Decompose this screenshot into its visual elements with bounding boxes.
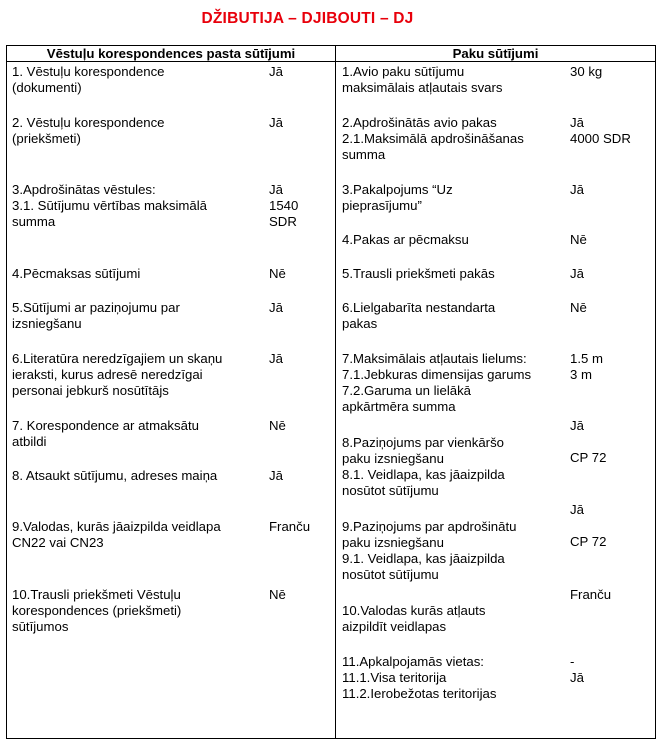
left-value-5: Jā	[269, 300, 283, 315]
right-item-5: 5.Trausli priekšmeti pakās	[342, 266, 495, 281]
left-item-10: 10.Trausli priekšmeti Vēstuļu korespondences (priekšmeti) sūtījumos	[12, 587, 182, 634]
right-item-8: 8.Paziņojums par vienkāršo paku izsniegšanu 8.1. Veidlapa, kas jāaizpilda nosūtot sūtījumu	[342, 435, 505, 498]
left-value-6: Jā	[269, 351, 283, 366]
right-item-1: 1.Avio paku sūtījumu maksimālais atļautais svars	[342, 64, 503, 95]
header-parcels: Paku sūtījumi	[452, 46, 539, 61]
page-title-text: DŽIBUTIJA – DJIBOUTI – DJ	[201, 10, 414, 27]
right-value-9: Jā CP 72	[570, 502, 607, 549]
page-title	[0, 10, 663, 28]
left-value-1: Jā	[269, 64, 283, 79]
left-item-2: 2. Vēstuļu korespondence (priekšmeti)	[12, 115, 165, 146]
right-value-2: Jā 4000 SDR	[570, 115, 631, 146]
left-item-3: 3.Apdrošinātas vēstules: 3.1. Sūtījumu vērtības maksimālā summa	[12, 182, 207, 229]
right-item-3: 3.Pakalpojums “Uz pieprasījumu”	[342, 182, 453, 213]
left-item-8: 8. Atsaukt sūtījumu, adreses maiņa	[12, 468, 218, 483]
left-item-1: 1. Vēstuļu korespondence (dokumenti)	[12, 64, 165, 95]
right-value-7: 1.5 m 3 m	[570, 351, 603, 382]
left-value-10: Nē	[269, 587, 286, 602]
left-item-6: 6.Literatūra neredzīgajiem un skaņu ieraksti, kurus adresē neredzīgai personai jebkurš nosūtītājs	[12, 351, 223, 398]
left-value-4: Nē	[269, 266, 286, 281]
right-item-9: 9.Paziņojums par apdrošinātu paku izsniegšanu 9.1. Veidlapa, kas jāaizpilda nosūtot sūtījumu	[342, 519, 517, 582]
right-value-8: Jā CP 72	[570, 418, 607, 465]
right-item-2: 2.Apdrošinātās avio pakas 2.1.Maksimālā apdrošināšanas summa	[342, 115, 524, 162]
header-letter-mail: Vēstuļu korespondences pasta sūtījumi	[46, 46, 296, 61]
right-item-4: 4.Pakas ar pēcmaksu	[342, 232, 469, 247]
right-value-3: Jā	[570, 182, 584, 197]
left-value-7: Nē	[269, 418, 286, 433]
right-value-4: Nē	[570, 232, 587, 247]
services-table	[6, 45, 656, 739]
left-item-7: 7. Korespondence ar atmaksātu atbildi	[12, 418, 199, 449]
left-item-4: 4.Pēcmaksas sūtījumi	[12, 266, 141, 281]
right-value-11: - Jā	[570, 654, 584, 685]
right-value-6: Nē	[570, 300, 587, 315]
column-divider	[335, 46, 336, 738]
header-divider	[7, 61, 655, 62]
left-value-2: Jā	[269, 115, 283, 130]
right-item-10: 10.Valodas kurās atļauts aizpildīt veidlapas	[342, 603, 486, 634]
left-value-3: Jā 1540 SDR	[269, 182, 299, 229]
left-value-8: Jā	[269, 468, 283, 483]
right-value-5: Jā	[570, 266, 584, 281]
right-value-10: Franču	[570, 587, 612, 602]
right-value-1: 30 kg	[570, 64, 603, 79]
right-item-7: 7.Maksimālais atļautais lielums: 7.1.Jebkuras dimensijas garums 7.2.Garuma un lielākā apkārtmēra summa	[342, 351, 532, 414]
right-item-11: 11.Apkalpojamās vietas: 11.1.Visa teritorija 11.2.Ierobežotas teritorijas	[342, 654, 497, 701]
right-item-6: 6.Lielgabarīta nestandarta pakas	[342, 300, 496, 331]
left-item-5: 5.Sūtījumi ar paziņojumu par izsniegšanu	[12, 300, 180, 331]
left-value-9: Franču	[269, 519, 311, 534]
left-item-9: 9.Valodas, kurās jāaizpilda veidlapa CN22 vai CN23	[12, 519, 221, 550]
